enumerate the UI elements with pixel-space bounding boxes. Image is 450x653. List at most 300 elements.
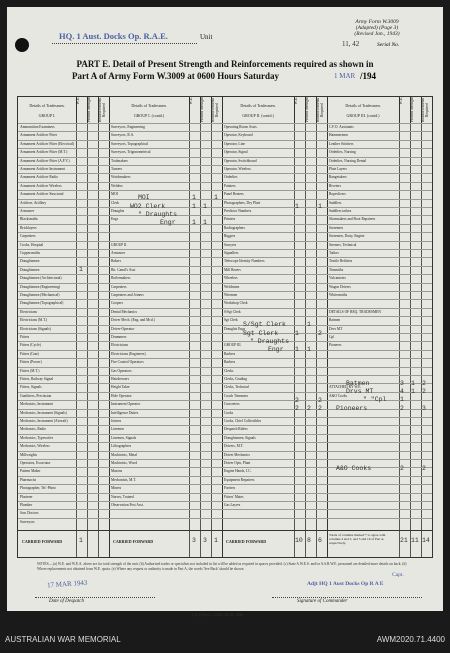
entry-clerks-p: 2 bbox=[318, 397, 322, 404]
row-label: Mechanics, Instrument bbox=[20, 402, 53, 407]
col1-we: W.E. bbox=[76, 97, 88, 124]
signature-rank-stamp: Capt. bbox=[392, 572, 404, 578]
row-label: Surveyors, R.A. bbox=[111, 133, 135, 138]
row-label: Armament Artificer Fitter (A.F.V.) bbox=[20, 158, 70, 163]
archive-name: AUSTRALIAN WAR MEMORIAL bbox=[5, 635, 121, 644]
row-rule bbox=[18, 165, 432, 166]
total-c2-we: 3 bbox=[192, 537, 196, 544]
row-label: Signallers bbox=[224, 251, 239, 255]
row-label: Bricklayers bbox=[20, 225, 37, 230]
row-label: Whitesmiths bbox=[329, 293, 348, 297]
row-label: Sawyers bbox=[224, 242, 237, 247]
entry-batmen: Batmen bbox=[346, 380, 370, 387]
row-label: Riggers bbox=[224, 234, 236, 239]
punch-hole bbox=[15, 38, 29, 52]
row-label: Shoemakers and Boot Repairers bbox=[329, 217, 376, 222]
date-of-despatch: Date of Despatch bbox=[49, 599, 84, 604]
row-rule bbox=[18, 451, 432, 452]
row-label: Storemen, Dairy, Engine bbox=[329, 234, 365, 239]
entry-ssgt-we: 1 bbox=[307, 321, 311, 328]
entry-pion-p: 3 bbox=[422, 405, 426, 412]
row-label: Fitters' Mates bbox=[224, 494, 244, 499]
row-label: Plumber bbox=[20, 503, 33, 507]
row-label: Driver Mech. (Eng. and Mcd.) bbox=[111, 318, 155, 323]
row-label: Printers bbox=[224, 217, 236, 222]
row-label: ATTACHED BY W.E. bbox=[329, 385, 362, 390]
row-label: Predictor Numbers bbox=[224, 209, 252, 213]
row-label: Armament Artificer Fitter bbox=[20, 133, 58, 138]
entry-engr-we: 1 bbox=[192, 219, 196, 226]
row-label: Radiographers bbox=[224, 225, 245, 230]
row-label: Draughtsmen bbox=[20, 259, 40, 264]
row-label: Mechanists, M.T. bbox=[111, 477, 137, 482]
row-label: C.F.O. Assistants bbox=[329, 125, 354, 129]
row-rule bbox=[18, 501, 432, 502]
row-label: Barbers bbox=[224, 351, 236, 356]
row-label: Drvs MT bbox=[329, 326, 343, 331]
row-rule bbox=[18, 350, 432, 351]
entry-clerksg-we: 2 bbox=[295, 405, 299, 412]
row-label: Gas Operators bbox=[111, 368, 132, 373]
row-rule bbox=[18, 241, 432, 242]
serial-number: 11, 42 bbox=[342, 40, 360, 48]
col1-reinf: Reinforcements Required bbox=[98, 97, 110, 124]
col4-we: W.E. bbox=[399, 97, 411, 124]
entry-engr2-p: 1 bbox=[307, 346, 311, 353]
row-label: Wheelers bbox=[224, 276, 238, 281]
row-label: Electricians (M.T.) bbox=[20, 318, 48, 323]
row-label: Nurses, Trained bbox=[111, 494, 134, 499]
row-label: Cpl bbox=[329, 335, 335, 339]
row-label: Hammermen bbox=[329, 133, 348, 138]
row-label: Surveyors, Trigonometrical bbox=[111, 150, 151, 155]
print-reference: L.S.Q. Press—C102—21/18—16m. bbox=[192, 613, 245, 617]
row-label: Concreters bbox=[224, 402, 240, 407]
row-label: Operator, Line bbox=[224, 141, 246, 146]
entry-clerksg-r: 2 bbox=[318, 405, 322, 412]
strength-table bbox=[17, 96, 433, 558]
entry-engr2-we: 1 bbox=[295, 346, 299, 353]
row-label: Driver-Operator bbox=[111, 326, 135, 331]
col2-present: Present Strength bbox=[200, 97, 212, 124]
row-rule bbox=[18, 274, 432, 275]
row-label: Carpenters bbox=[111, 284, 127, 289]
col4-header: Details of Tradesmen. GROUP III. (contd.) bbox=[327, 97, 400, 124]
row-label: Driver Mechanics bbox=[224, 452, 250, 457]
row-label: Storemen bbox=[329, 225, 343, 230]
row-label: Electricians (Engineers) bbox=[111, 351, 146, 356]
row-label: Pioneers bbox=[329, 343, 342, 348]
col4-present: Present Strength bbox=[410, 97, 422, 124]
row-label: Tinsmiths bbox=[329, 267, 344, 272]
row-rule bbox=[18, 341, 432, 342]
row-label: Surveyors, Topographical bbox=[111, 141, 149, 146]
row-label: Bakers bbox=[111, 259, 121, 264]
col1-present: Present Strength bbox=[87, 97, 99, 124]
entry-aao: A&O Cooks bbox=[336, 465, 372, 472]
row-label: Armament Artificer Radio bbox=[20, 175, 58, 180]
row-label: A&O Cooks bbox=[329, 393, 348, 398]
row-rule bbox=[18, 140, 432, 141]
row-rule bbox=[18, 199, 432, 200]
form-title-line1: PART E. Detail of Present Strength and Reinforcements required as shown in bbox=[76, 59, 374, 69]
row-label: Height Taker bbox=[111, 385, 130, 390]
row-label: Driver Opts, Plant bbox=[224, 461, 251, 465]
total-c2-p: 3 bbox=[203, 537, 207, 544]
row-label: Photographer, Tel.-Photo bbox=[20, 486, 56, 491]
row-label: Engr bbox=[111, 217, 118, 222]
total-c3-we: 10 bbox=[295, 537, 303, 544]
row-label: Miners bbox=[111, 486, 122, 491]
col2-reinf: Reinforcements Required bbox=[211, 97, 223, 124]
row-label: Mechanics, Radio bbox=[20, 427, 46, 432]
row-label: Linemen bbox=[111, 427, 124, 432]
total-c1-we: 1 bbox=[79, 537, 83, 544]
entry-moi-p: 1 bbox=[214, 194, 218, 201]
row-rule bbox=[18, 476, 432, 477]
row-rule bbox=[18, 442, 432, 443]
entry-engr: Engr bbox=[160, 219, 176, 226]
carried-forward-2: CARRIED FORWARD bbox=[113, 539, 154, 544]
row-label: Cooks, Hospital bbox=[20, 242, 44, 247]
unit-stamp: HQ. 1 Aust. Docks Op. R.A.E. bbox=[59, 31, 168, 41]
row-label: Ropeslicers bbox=[329, 192, 346, 197]
row-label: Leather Stitchers bbox=[329, 141, 354, 146]
row-rule bbox=[18, 367, 432, 368]
row-label: Tailors bbox=[329, 251, 339, 255]
row-label: Intelligence Duties bbox=[111, 410, 139, 415]
row-label: Lithographers bbox=[111, 444, 132, 449]
row-label: Draughts Engr bbox=[224, 326, 246, 331]
row-label: Draughts bbox=[111, 209, 125, 213]
row-label: Clerks, Technical bbox=[224, 385, 250, 390]
entry-sgt-we: 1 bbox=[295, 330, 299, 337]
total-c4-r: 14 bbox=[422, 537, 430, 544]
row-label: S/Sgt Clerk bbox=[224, 309, 241, 314]
row-label: Sgt Clerk bbox=[224, 318, 238, 323]
row-label: Armament Artificer Fitter (Electrical) bbox=[20, 141, 75, 146]
entry-drvs: Drvs MT bbox=[346, 388, 374, 395]
row-rule bbox=[18, 434, 432, 435]
row-label: Surveyors bbox=[20, 519, 35, 524]
col2-we: W.E. bbox=[189, 97, 201, 124]
row-label: Masons bbox=[111, 469, 123, 474]
row-label: GROUP III. bbox=[224, 343, 242, 348]
total-c4-p: 11 bbox=[411, 537, 419, 544]
row-label: Despatch Riders bbox=[224, 427, 248, 432]
entry-moi-we: 1 bbox=[192, 194, 196, 201]
row-label: Painters bbox=[224, 183, 236, 188]
row-rule bbox=[18, 417, 432, 418]
row-label: Fire Control Operators bbox=[111, 360, 144, 365]
row-label: Electricians (Signals) bbox=[20, 326, 51, 331]
row-label: MOI bbox=[111, 192, 118, 197]
row-label: Cooks bbox=[224, 410, 234, 415]
row-label: Workshop Clerk bbox=[224, 301, 248, 306]
row-label: Armament Artificer Wireless bbox=[20, 183, 62, 188]
entry-pion-we: 2 bbox=[400, 405, 404, 412]
entry-engr2: Engr bbox=[268, 346, 284, 353]
row-label: Machinists, Metal bbox=[111, 452, 137, 457]
row-label: Boilermakers bbox=[111, 276, 131, 281]
form-sheet bbox=[7, 7, 443, 617]
row-label: Joiners bbox=[111, 419, 122, 423]
total-c3-p: 8 bbox=[307, 537, 311, 544]
row-label: Ammunition Examiners bbox=[20, 125, 55, 129]
row-rule bbox=[18, 375, 432, 376]
row-label: Orderlies, Nursing Dental bbox=[329, 158, 367, 163]
row-label: Sterners, Technical bbox=[329, 242, 357, 247]
col3-header: Details of Tradesmen. GROUP II. (contd.) bbox=[222, 97, 295, 124]
row-label: Vulcanizers bbox=[329, 276, 346, 281]
row-label: Electricians bbox=[111, 343, 128, 348]
entry-batmen-r: 2 bbox=[422, 380, 426, 387]
carried-forward-1: CARRIED FORWARD bbox=[22, 539, 63, 544]
row-label: Clerks, Grading bbox=[224, 377, 247, 381]
entry-dry-p: 1 bbox=[318, 203, 322, 210]
row-rule bbox=[18, 299, 432, 300]
row-label: Toolmakers bbox=[111, 158, 128, 163]
row-label: Mechanics, Instrument (Aircraft) bbox=[20, 419, 68, 423]
form-year: /194 bbox=[360, 71, 377, 81]
entry-wo2: WO2 Clerk bbox=[130, 203, 166, 210]
signature-of-commander: Signature of Commander bbox=[297, 599, 348, 604]
row-label: Armourer bbox=[111, 251, 126, 255]
row-rule bbox=[18, 493, 432, 494]
col3-we: W.E. bbox=[294, 97, 306, 124]
row-label: Fitters (Cycle) bbox=[20, 343, 41, 348]
form-notes: NOTES.—(a) W.E. and W.E.A. above are for total strength of the unit. (b) Authorised trades or specialists not included in list will be added as required in spaces provided. (c) State A.W.E.S. and/or A.S.R.W.E. personnel are detailed more details on back. (d) Where replacements not obtained from W.E. quota. (e) Where any request or authority is made in Part A, the words 'See Back' should be shown. bbox=[37, 562, 407, 571]
row-label: Armament Artificer Instrument bbox=[20, 167, 65, 171]
row-label: Blacksmiths bbox=[20, 217, 38, 222]
unit-label: Unit bbox=[200, 33, 213, 41]
row-label: Welders bbox=[111, 183, 123, 188]
row-rule bbox=[18, 182, 432, 183]
row-label: Coopers bbox=[111, 301, 123, 306]
row-rule bbox=[18, 249, 432, 250]
entry-dry-we: 1 bbox=[295, 203, 299, 210]
row-label: Mechanics, Wireless bbox=[20, 444, 50, 449]
row-label: Orderlies, Nursing bbox=[329, 150, 356, 155]
entry-drvs-p: 1 bbox=[411, 388, 415, 395]
row-label: Turners bbox=[111, 167, 123, 171]
row-label: Armament Artificer Structural bbox=[20, 192, 64, 197]
entry-sgt-r: 2 bbox=[318, 330, 322, 337]
row-label: Fitters (Gun) bbox=[20, 351, 39, 356]
row-rule bbox=[18, 257, 432, 258]
entry-batmen-we: 3 bbox=[400, 380, 404, 387]
col4-reinf: Reinforcements Required bbox=[421, 97, 432, 124]
row-label: Wagon Drivers bbox=[329, 284, 351, 289]
row-label: Armourer bbox=[20, 209, 35, 213]
row-label: Hole Operator bbox=[111, 393, 132, 398]
row-label: Hairdressers bbox=[111, 377, 129, 381]
row-label: Saddlers bbox=[329, 200, 342, 205]
row-label: Panel Beaters bbox=[224, 192, 244, 197]
row-rule bbox=[18, 131, 432, 132]
row-rule bbox=[18, 316, 432, 317]
row-label: Draughtsmen (Mechanical) bbox=[20, 293, 60, 297]
entry-cpl: " "Cpl bbox=[363, 396, 387, 403]
row-rule bbox=[18, 409, 432, 410]
row-label: Electricians bbox=[20, 309, 37, 314]
row-label: Wiremen bbox=[224, 293, 238, 297]
row-rule bbox=[18, 459, 432, 460]
row-rule bbox=[18, 518, 432, 519]
entry-batmen-p: 1 bbox=[411, 380, 415, 387]
signature-unit-stamp: Adjt HQ 1 Aust Docks Op R A E bbox=[307, 581, 384, 587]
row-label: Plate Layers bbox=[329, 167, 347, 171]
row-label: Millwrights bbox=[20, 452, 37, 457]
row-label: Draughtsmen (Architectural) bbox=[20, 276, 62, 281]
row-label: Barbers bbox=[224, 360, 236, 365]
row-rule bbox=[18, 325, 432, 326]
row-label: Coppersmiths bbox=[20, 251, 40, 255]
entry-draughts: " Draughts bbox=[138, 211, 178, 218]
row-label: Dental Mechanics bbox=[111, 309, 138, 314]
row-label: Saw Doctors bbox=[20, 511, 39, 516]
row-label: Clerk bbox=[111, 200, 119, 205]
entry-drvs-we: 4 bbox=[400, 388, 404, 395]
row-label: Gas Layers bbox=[224, 503, 241, 507]
entry-wo2-we: 1 bbox=[192, 203, 196, 210]
row-label: Telescope Identity Numbers bbox=[224, 259, 265, 264]
row-label: Instrument Operator bbox=[111, 402, 141, 407]
row-label: Mill Rezers bbox=[224, 267, 241, 272]
row-label: Fitters (Power) bbox=[20, 360, 42, 365]
row-label: Draughtsmen bbox=[20, 267, 40, 272]
row-label: GROUP II. bbox=[111, 242, 128, 247]
entry-engr-p: 1 bbox=[203, 219, 207, 226]
row-label: Linemen, Signals bbox=[111, 435, 137, 440]
row-label: Fitters, Signals bbox=[20, 385, 42, 390]
row-rule bbox=[18, 509, 432, 510]
row-label: Operating Room Assts. bbox=[224, 125, 258, 129]
row-label: Plasterer bbox=[20, 494, 33, 499]
row-label: Gunfitters, Preciasion bbox=[20, 393, 52, 398]
row-label: Draughtsmen (Topographical) bbox=[20, 301, 64, 306]
entry-pioneers: Pioneers bbox=[336, 405, 368, 412]
row-label: Surveyors, Engineering bbox=[111, 125, 145, 129]
entry-moi: MOI bbox=[138, 194, 150, 201]
row-label: Artificer, Artillery bbox=[20, 200, 47, 205]
row-label: Carpenters bbox=[20, 234, 36, 239]
row-rule bbox=[18, 333, 432, 334]
row-label: Carpenters and Joiners bbox=[111, 293, 144, 297]
row-label: Batmen bbox=[329, 318, 341, 323]
row-label: Watchmakers bbox=[111, 175, 131, 180]
row-label: Mechanics, Typewriter bbox=[20, 435, 54, 440]
entry-drvs-r: 2 bbox=[422, 388, 426, 395]
row-label: Clerks bbox=[224, 368, 234, 373]
row-rule bbox=[18, 207, 432, 208]
row-label: Coach Trimmers bbox=[224, 393, 249, 398]
row-label: Drivers, M.T. bbox=[224, 444, 244, 449]
row-label: Textile Refitters bbox=[329, 259, 353, 264]
row-label: Equipment Repairers bbox=[224, 477, 255, 482]
entry-draughtsmen-eng: 1 bbox=[79, 266, 83, 273]
entry-ssgt: S/Sgt Clerk bbox=[243, 321, 286, 328]
row-rule bbox=[18, 215, 432, 216]
row-label: Draughtsmen, Signals bbox=[224, 435, 256, 440]
row-label: Pharmacist bbox=[20, 477, 36, 482]
col3-reinf: Reinforcements Required bbox=[316, 97, 328, 124]
row-label: Machinists, Wood bbox=[111, 461, 137, 465]
row-rule bbox=[18, 224, 432, 225]
serial-label: Serial No. bbox=[377, 42, 400, 48]
row-rule bbox=[18, 190, 432, 191]
row-label: Pattern Maker bbox=[20, 469, 41, 474]
row-rule bbox=[18, 232, 432, 233]
row-label: Orderlies bbox=[224, 175, 238, 180]
col2-header: Details of Tradesmen. GROUP I. (contd.) bbox=[109, 97, 190, 124]
row-label: Operator, Switchboard bbox=[224, 158, 257, 163]
row-rule bbox=[18, 308, 432, 309]
row-rule bbox=[18, 283, 432, 284]
row-label: Fitters bbox=[20, 335, 30, 339]
row-label: Saddlers tailors bbox=[329, 209, 352, 213]
row-rule bbox=[18, 173, 432, 174]
row-label: Armament Artificer Fitter (M.T.) bbox=[20, 150, 68, 155]
row-label: Fitters (M.T.) bbox=[20, 368, 40, 373]
despatch-date-stamp: 17 MAR 1943 bbox=[46, 578, 88, 590]
row-label: Operator, Keyboard bbox=[224, 133, 253, 138]
row-rule bbox=[18, 484, 432, 485]
row-label: DETAILS OF REQ. TRADESMEN bbox=[329, 309, 381, 314]
date-stamp: 1 MAR bbox=[334, 72, 356, 80]
row-label: Photographers, Dry Plate bbox=[224, 200, 261, 205]
unit-line bbox=[52, 43, 197, 44]
entry-sgt: Sgt Clerk bbox=[243, 330, 279, 337]
entry-wo2-p: 1 bbox=[203, 203, 207, 210]
row-label: Mechanics, Instrument (Signals) bbox=[20, 410, 67, 415]
row-label: Operators, Excavator bbox=[20, 461, 51, 465]
row-label: Operator, Signal bbox=[224, 150, 248, 155]
col3-present: Present Strength bbox=[305, 97, 317, 124]
row-label: Fitters, Railway Signal bbox=[20, 377, 54, 381]
row-rule bbox=[18, 358, 432, 359]
row-label: Operator, Wireless bbox=[224, 167, 251, 171]
row-rule bbox=[18, 157, 432, 158]
entry-aao-r: 2 bbox=[422, 465, 426, 472]
total-c2-r: 1 bbox=[214, 537, 218, 544]
archive-id: AWM2020.71.4400 bbox=[376, 635, 445, 644]
form-reference: Army Form W.3009 (Adapted) (Page 3) (Revised Jan., 1943) bbox=[354, 19, 400, 37]
row-label: Rangetakers bbox=[329, 175, 347, 180]
row-label: Bit. Camil's Asst. bbox=[111, 267, 137, 272]
row-rule bbox=[18, 291, 432, 292]
row-label: Welchmen bbox=[224, 284, 240, 289]
row-rule bbox=[18, 148, 432, 149]
row-label: Engine Hands, I.C. bbox=[224, 469, 252, 474]
entry-cpl-we: 1 bbox=[400, 396, 404, 403]
row-rule bbox=[18, 383, 432, 384]
total-c3-r: 6 bbox=[318, 537, 322, 544]
row-label: Farriers bbox=[224, 486, 236, 491]
entry-clerksg-p: 2 bbox=[307, 405, 311, 412]
entry-aao-we: 2 bbox=[400, 465, 404, 472]
carried-forward-3: CARRIED FORWARD bbox=[226, 539, 267, 544]
row-label: Draughtsmen (Engineering) bbox=[20, 284, 61, 289]
totals-note: Totals of columns marked * to agree with columns 4 and 5, and 5 and 16 of Part A, respectively. bbox=[329, 533, 386, 546]
entry-draughts2: " Draughts bbox=[250, 338, 290, 345]
form-title-line2: Part A of Army Form W.3009 at 0600 Hours Saturday bbox=[72, 71, 279, 81]
row-label: Cooks, Chief Collectibles bbox=[224, 419, 262, 423]
row-rule bbox=[18, 425, 432, 426]
row-label: Drummers bbox=[111, 335, 127, 339]
col1-header: Details of Tradesmen. GROUP I. bbox=[18, 97, 77, 124]
total-c4-we: 21 bbox=[400, 537, 408, 544]
